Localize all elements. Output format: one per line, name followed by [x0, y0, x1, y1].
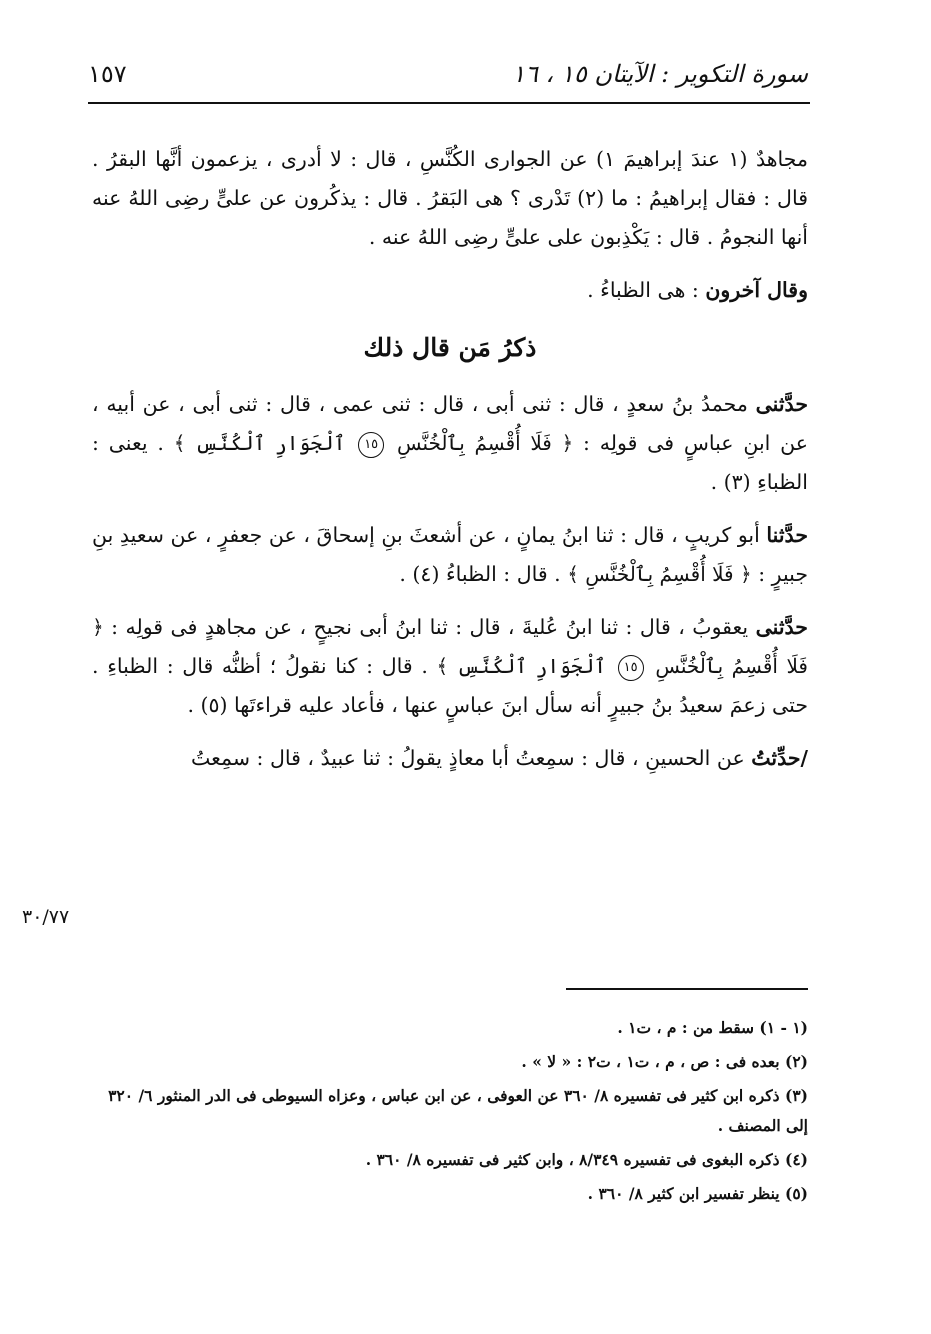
quran-quote: ﴿ فَلَا أُقْسِمُ بِٱلْخُنَّسِ	[396, 431, 574, 455]
paragraph-5	[92, 608, 808, 725]
paragraph-4-text-a: أبو كريبٍ ، قال : ثنا ابنُ يمانٍ ، عن أشعثَ بنِ إسحاقَ ، عن جعفرٍ ، عن سعيدِ بنِ جبيرٍ :	[92, 523, 808, 586]
main-text	[92, 140, 808, 792]
footnote-4: (٤) ذكره البغوى فى تفسيره ٨/٣٤٩ ، وابن كثير فى تفسيره ٨/ ٣٦٠ .	[365, 1150, 808, 1169]
paragraph-6-text: عن الحسينِ ، قال : سمِعتُ أبا معاذٍ يقولُ : ثنا عبيدٌ ، قال : سمِعتُ	[190, 746, 745, 770]
paragraph-1: مجاهدٌ (١ عندَ إبراهيمَ ١) عن الجوارى الكُنَّسِ ، قال : لا أدرى ، يزعمون أنَّها البقرُ . قال : فقال إبراهيمُ : ما (٢) تَدْرى ؟ هى البَقرُ . قال : يذكُرون عن علىٍّ رضِى اللهُ عنه أنها النجومُ . قال : يَكْذِبون على علىٍّ رضِى اللهُ عنه .	[92, 147, 808, 249]
paragraph-5-text-a: يعقوبُ ، قال : ثنا ابنُ عُليةَ ، قال : ثنا ابنُ أبى نجيحٍ ، عن مجاهدٍ فى قولِه :	[111, 615, 749, 639]
ayah-number-marker: ١٥	[358, 432, 384, 458]
paragraph-4-text-b: . قال : الظباءُ (٤) .	[399, 562, 561, 586]
paragraph-3	[92, 385, 808, 502]
paragraph-4	[92, 516, 808, 594]
footnote-2: (٢) بعده فى : ص ، م ، ت١ ، ت٢ : « لا » .	[521, 1052, 808, 1071]
paragraph-3-lead: حدَّثنى	[755, 392, 808, 416]
quran-quote: ﴿ فَلَا أُقْسِمُ بِٱلْخُنَّسِ ﴾	[567, 562, 752, 586]
quran-quote: ﴿ فَلَا أُقْسِمُ بِٱلْخُنَّسِ	[92, 615, 808, 678]
paragraph-5-lead: حدَّثنى	[755, 615, 808, 639]
paragraph-4-lead: حدَّثنا	[766, 523, 808, 547]
ayah-number-marker: ١٥	[618, 655, 644, 681]
page-number: ١٥٧	[88, 60, 127, 88]
running-title: سورة التكوير : الآيتان ١٥ ، ١٦	[512, 60, 808, 88]
footnote-rule	[566, 988, 808, 990]
footnote-3: (٣) ذكره ابن كثير فى تفسيره ٨/ ٣٦٠ عن العوفى ، عن ابن عباس ، وعزاه السيوطى فى الدر المنثور ٦/ ٣٢٠ إلى المصنف .	[108, 1086, 808, 1135]
paragraph-2-text: : هى الظباءُ .	[587, 278, 699, 302]
paragraph-5-text-b: . قال : كنا نقولُ ؛ أظنُّه قال : الظباءِ . حتى زعمَ سعيدُ بنُ جبيرٍ أنه سأل ابنَ عباسٍ عنها ، فأعاد عليه قراءتَها (٥) .	[92, 654, 808, 717]
paragraph-2-lead: وقال آخرون	[705, 278, 808, 302]
footnotes	[92, 1013, 808, 1213]
section-heading: ذكرُ مَن قال ذلك	[363, 333, 537, 362]
paragraph-6	[92, 739, 808, 778]
running-header	[88, 56, 808, 92]
header-rule	[88, 102, 810, 104]
footnote-1: (١ - ١) سقط من : م ، ت١ .	[617, 1018, 808, 1037]
paragraph-3-text-b: . يعنى : الظباءِ (٣) .	[92, 431, 808, 494]
paragraph-3-text-a: محمدُ بنُ سعدٍ ، قال : ثنى أبى ، قال : ثنى عمى ، قال : ثنى أبى ، عن أبيه ، عن ابنِ عباسٍ فى قولِه :	[92, 392, 808, 455]
paragraph-6-lead: /حدِّثتُ	[751, 746, 808, 770]
paragraph-2	[92, 271, 808, 310]
footnote-5: (٥) ينظر تفسير ابن كثير ٨/ ٣٦٠ .	[587, 1184, 808, 1203]
quran-quote: ٱلْجَوَارِ ٱلْكُنَّسِ ﴾	[436, 654, 606, 678]
margin-note: ٣٠/٧٧	[22, 906, 70, 928]
quran-quote: ٱلْجَوَارِ ٱلْكُنَّسِ ﴾	[173, 431, 346, 455]
